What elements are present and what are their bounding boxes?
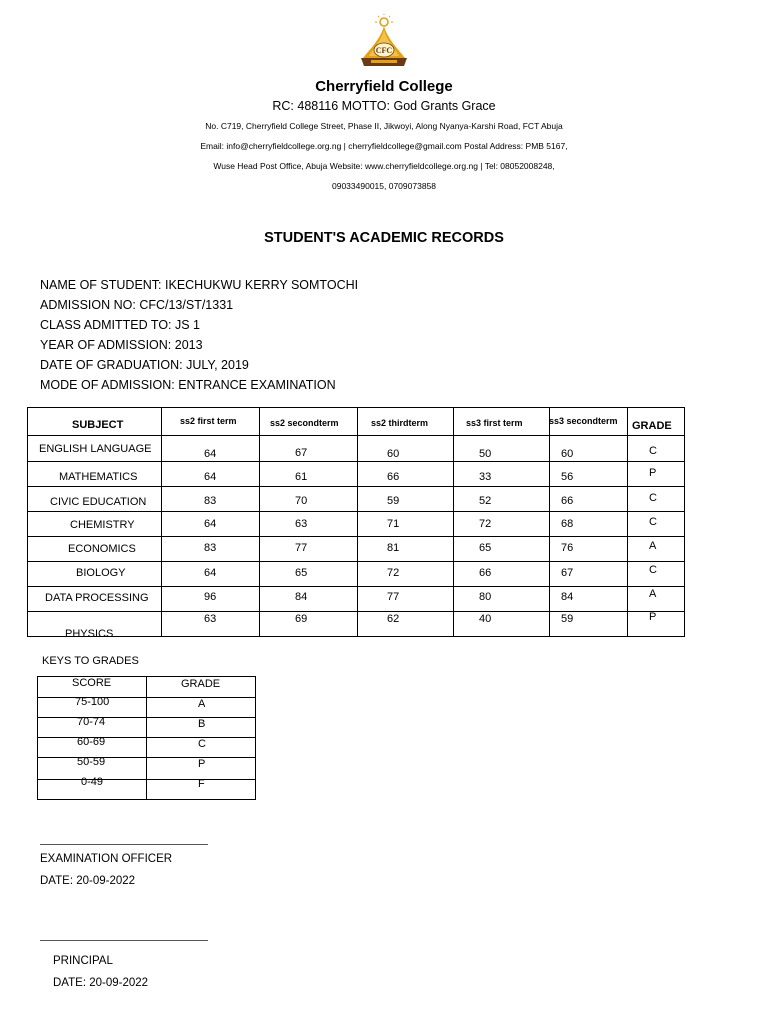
key-score: 70-74 (77, 716, 106, 728)
address-line: No. C719, Cherryfield College Street, Phase II, Jikwoyi, Along Nyanya-Karshi Road, FCT Abuja (205, 121, 563, 131)
table-cell-grade: C (649, 445, 657, 457)
table-cell-score: 62 (387, 613, 400, 625)
key-score: 60-69 (77, 736, 106, 748)
table-cell-score: 59 (561, 613, 574, 625)
table-cell-subject: PHYSICS (65, 628, 114, 640)
key-score: 50-59 (77, 756, 106, 768)
table-divider (38, 779, 255, 780)
table-cell-score: 64 (204, 471, 217, 483)
table-divider (38, 697, 255, 698)
svg-text:CFC: CFC (375, 46, 393, 55)
table-cell-score: 60 (387, 448, 400, 460)
sun-crest-icon (375, 14, 393, 26)
school-name: Cherryfield College (315, 78, 453, 95)
key-score: 75-100 (75, 696, 110, 708)
table-cell-score: 56 (561, 471, 574, 483)
key-grade: F (198, 778, 205, 790)
year-of-admission: YEAR OF ADMISSION: 2013 (40, 338, 203, 352)
table-cell-grade: A (649, 588, 657, 600)
date-of-graduation: DATE OF GRADUATION: JULY, 2019 (40, 358, 249, 372)
column-header: ss2 secondterm (270, 418, 339, 428)
table-cell-score: 77 (387, 591, 400, 603)
key-grade: B (198, 718, 206, 730)
table-cell-score: 64 (204, 518, 217, 530)
column-header: ss3 first term (466, 418, 523, 428)
table-cell-score: 64 (204, 567, 217, 579)
table-cell-score: 84 (295, 591, 308, 603)
table-cell-score: 40 (479, 613, 492, 625)
table-cell-score: 81 (387, 542, 400, 554)
class-admitted: CLASS ADMITTED TO: JS 1 (40, 318, 200, 332)
table-divider (259, 408, 260, 636)
table-cell-score: 77 (295, 542, 308, 554)
table-cell-score: 66 (479, 567, 492, 579)
table-cell-subject: ECONOMICS (68, 543, 136, 555)
table-cell-score: 76 (561, 542, 574, 554)
student-name: NAME OF STUDENT: IKECHUKWU KERRY SOMTOCHI (40, 278, 359, 292)
table-divider (146, 677, 147, 799)
rc-motto: RC: 488116 MOTTO: God Grants Grace (272, 99, 496, 113)
principal-date: DATE: 20-09-2022 (53, 977, 149, 989)
column-header: ss3 secondterm (549, 416, 618, 426)
table-cell-score: 63 (204, 613, 217, 625)
table-cell-grade: C (649, 564, 657, 576)
table-cell-score: 70 (295, 495, 308, 507)
table-divider (38, 737, 255, 738)
mode-of-admission: MODE OF ADMISSION: ENTRANCE EXAMINATION (40, 378, 336, 392)
keys-label: KEYS TO GRADES (42, 655, 139, 667)
signature-line (40, 940, 208, 941)
table-cell-score: 66 (387, 471, 400, 483)
table-cell-grade: C (649, 516, 657, 528)
phone-line: 09033490015, 0709073858 (332, 181, 436, 191)
contact-line: Email: info@cherryfieldcollege.org.ng | cherryfieldcollege@gmail.com Postal Address: PMB 5167, (200, 141, 568, 151)
contact-line: Wuse Head Post Office, Abuja Website: www.cherryfieldcollege.org.ng | Tel: 08052008248, (213, 161, 555, 171)
table-cell-grade: P (649, 467, 657, 479)
examination-officer-title: EXAMINATION OFFICER (40, 853, 173, 865)
table-cell-score: 96 (204, 591, 217, 603)
table-divider (549, 408, 550, 636)
table-cell-score: 65 (479, 542, 492, 554)
table-cell-score: 68 (561, 518, 574, 530)
table-divider (28, 486, 684, 487)
table-cell-score: 60 (561, 448, 574, 460)
column-header-grade: GRADE (181, 678, 221, 690)
table-cell-score: 72 (479, 518, 492, 530)
table-cell-score: 67 (295, 447, 308, 459)
table-cell-score: 33 (479, 471, 492, 483)
table-cell-score: 83 (204, 542, 217, 554)
table-cell-score: 64 (204, 448, 217, 460)
table-divider (28, 561, 684, 562)
examination-officer-date: DATE: 20-09-2022 (40, 875, 136, 887)
table-divider (453, 408, 454, 636)
table-cell-score: 52 (479, 495, 492, 507)
table-cell-score: 61 (295, 471, 308, 483)
table-cell-grade: P (649, 611, 657, 623)
table-cell-score: 72 (387, 567, 400, 579)
table-divider (28, 511, 684, 512)
table-cell-score: 71 (387, 518, 400, 530)
table-cell-grade: A (649, 540, 657, 552)
table-cell-subject: BIOLOGY (76, 567, 126, 579)
table-cell-grade: C (649, 492, 657, 504)
column-header-subject: SUBJECT (72, 419, 124, 431)
table-cell-score: 67 (561, 567, 574, 579)
table-divider (28, 435, 684, 436)
table-cell-subject: MATHEMATICS (59, 471, 138, 483)
table-cell-subject: ENGLISH LANGUAGE (39, 443, 152, 455)
table-divider (161, 408, 162, 636)
key-grade: C (198, 738, 206, 750)
table-divider (627, 408, 628, 636)
table-divider (357, 408, 358, 636)
results-table (27, 407, 685, 640)
table-cell-score: 66 (561, 495, 574, 507)
school-logo (357, 14, 411, 70)
column-header-grade: GRADE (632, 420, 672, 432)
table-cell-score: 65 (295, 567, 308, 579)
table-divider (28, 611, 684, 612)
table-cell-subject: CIVIC EDUCATION (50, 496, 147, 508)
key-score: 0-49 (81, 776, 104, 788)
table-divider (28, 586, 684, 587)
principal-title: PRINCIPAL (53, 955, 113, 967)
admission-number: ADMISSION NO: CFC/13/ST/1331 (40, 298, 234, 312)
column-header: ss2 first term (180, 416, 237, 426)
table-cell-score: 80 (479, 591, 492, 603)
table-cell-score: 50 (479, 448, 492, 460)
document-title: STUDENT'S ACADEMIC RECORDS (264, 230, 504, 246)
key-grade: P (198, 758, 206, 770)
table-divider (38, 757, 255, 758)
column-header-score: SCORE (72, 677, 112, 689)
table-divider (28, 461, 684, 462)
table-cell-subject: CHEMISTRY (70, 519, 135, 531)
column-header: ss2 thirdterm (371, 418, 429, 428)
table-divider (28, 536, 684, 537)
table-cell-score: 84 (561, 591, 574, 603)
key-grade: A (198, 698, 206, 710)
signature-line (40, 844, 208, 845)
table-cell-score: 69 (295, 613, 308, 625)
table-cell-score: 59 (387, 495, 400, 507)
table-cell-score: 63 (295, 518, 308, 530)
grade-keys-table (37, 676, 256, 800)
table-cell-subject: DATA PROCESSING (45, 592, 149, 604)
table-cell-score: 83 (204, 495, 217, 507)
table-divider (38, 717, 255, 718)
